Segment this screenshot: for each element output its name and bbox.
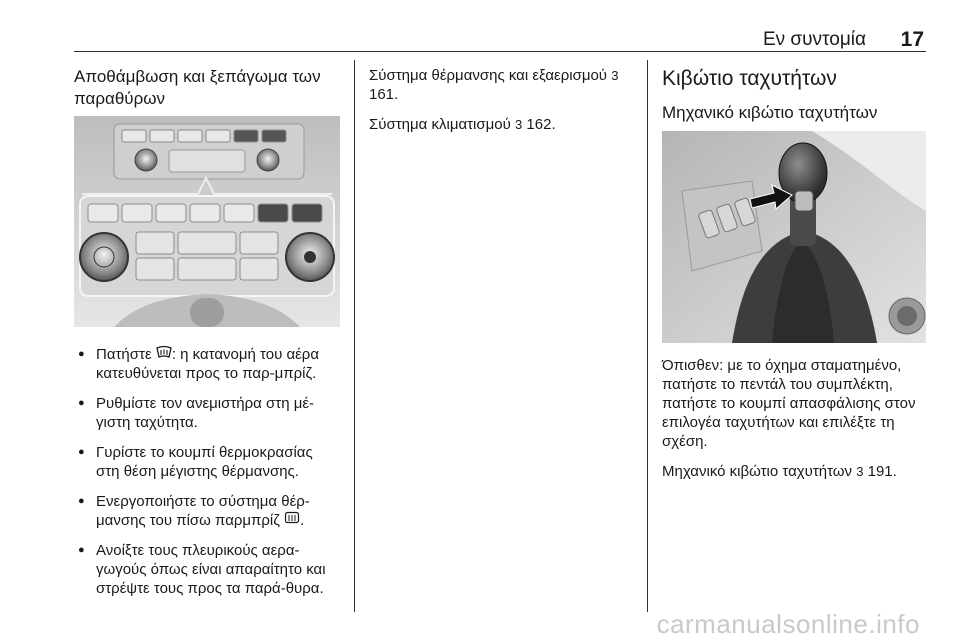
bullet-text: Ενεργοποιήστε το σύστημα θέρ-μανσης του πίσω παρμπρίζ (96, 493, 310, 529)
reference-text: Μηχανικό κιβώτιο ταχυτήτων (662, 463, 853, 480)
column-divider-2 (647, 60, 648, 612)
gear-shift-lever-illustration (662, 131, 926, 343)
cross-reference (369, 66, 637, 104)
transmission-title: Κιβώτιο ταχυτήτων (662, 67, 837, 90)
reverse-gear-instructions: Όπισθεν: με το όχημα σταματημένο, πατήστε το πεντάλ του συμπλέκτη, πατήστε το κουμπί απασφάλισης στον επιλογέα ταχυτήτων και επιλέξτε τη σχέση. (662, 357, 916, 450)
reference-text: Σύστημα θέρμανσης και εξαερισμού (369, 67, 608, 84)
list-item: ● Ρυθμίστε τον ανεμιστήρα στη μέ-γιστη ταχύτητα. (74, 394, 340, 432)
bullet-text: Πατήστε (96, 346, 156, 363)
column-2 (369, 66, 637, 145)
header-rule (74, 51, 926, 52)
list-item (74, 345, 340, 383)
list-item (74, 492, 340, 530)
transmission-text (662, 356, 928, 492)
climate-control-panel-illustration (74, 116, 340, 327)
section-title: Εν συντομία (762, 29, 866, 50)
reference-page[interactable]: 162. (526, 116, 556, 133)
rear-window-heat-icon (284, 512, 300, 529)
bullet-text: : η κατανομή του αέρα κατευθύνεται προς το παρ-μπρίζ. (96, 346, 320, 382)
bullet-text: . (300, 512, 305, 529)
defrost-steps-list (74, 345, 340, 609)
reference-text: Σύστημα κλιματισμού (369, 116, 511, 133)
manual-transmission-subtitle: Μηχανικό κιβώτιο ταχυτήτων (662, 103, 878, 122)
column-divider-1 (354, 60, 355, 612)
page-reference-arrow-icon: 3 (515, 117, 523, 132)
page-header (74, 29, 926, 53)
column-1 (74, 66, 340, 110)
reference-page[interactable]: 191. (867, 463, 897, 480)
page-reference-arrow-icon: 3 (611, 68, 619, 83)
defrost-heading: Αποθάμβωση και ξεπάγωμα των παραθύρων (74, 67, 321, 108)
watermark: carmanualsonline.info (656, 609, 920, 639)
page-reference-arrow-icon: 3 (856, 464, 864, 479)
cross-reference (369, 115, 637, 134)
column-3 (662, 66, 928, 124)
list-item: ● Ανοίξτε τους πλευρικούς αερα-γωγούς όπως είναι απαραίτητο και στρέψτε τους προς τα παρά-θυρα. (74, 541, 340, 598)
windshield-defrost-icon (156, 346, 172, 363)
reference-page[interactable]: 161. (369, 86, 399, 103)
page-number: 17 (900, 28, 924, 51)
list-item: ● Γυρίστε το κουμπί θερμοκρασίας στη θέση μέγιστης θέρμανσης. (74, 443, 340, 481)
cross-reference (662, 462, 928, 481)
